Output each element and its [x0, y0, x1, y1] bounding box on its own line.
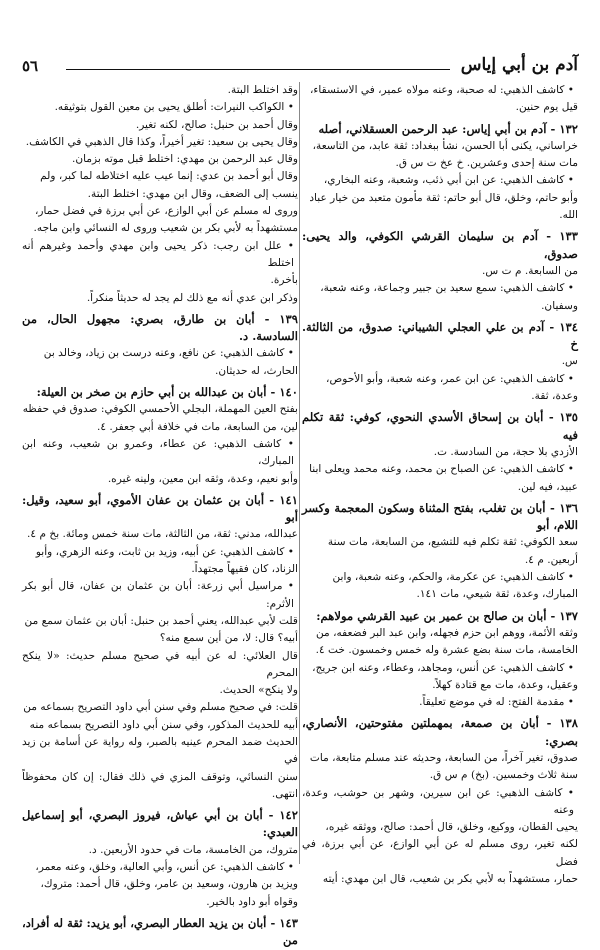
- source-note: • كاشف الذهبي: له صحبة، وعنه مولاه عمير، في الاستسقاء،: [310, 84, 574, 96]
- text-line: حمار، مستشهداً به لأبي بكر بن شعيب، قال ابن مهدي: أيته: [322, 873, 578, 886]
- entry-heading: ١٤١ - أبان بن عثمان بن عفان الأموي، أبو سعيد، وقيل: أبو: [22, 492, 298, 525]
- entry-heading: ١٣٤ - آدم بن علي العجلي الشيباني: صدوق، من الثالثة. خ: [302, 319, 578, 352]
- text-line: وقال يحيى بن سعيد: تغير أخيراً، وكذا قال الذهبي في الكاشف.: [25, 135, 298, 148]
- source-note: • كاشف الذهبي: عن أنس، ومجاهد، وعطاء، وعنه ابن جريج،: [312, 661, 574, 674]
- text-line: قال العلائي: له عن أبيه في صحيح مسلم حديث: «لا ينكح المحرم: [22, 649, 298, 679]
- source-note: • كاشف الذهبي: عن ابن أبي ذئب، وشعبة، وعنه البخاري،: [323, 174, 574, 187]
- entry-heading: ١٣٧ - أبان بن صالح بن عمير بن عبيد القرشي مولاهم:: [316, 608, 578, 623]
- text-line: سنن النسائي، وتوقف المزي في ذلك فقال: إن كان محفوظاً انتهى.: [22, 770, 298, 800]
- text-line: وقال عبد الرحمن بن مهدي: اختلط قبل موته بزمان.: [71, 153, 298, 166]
- text-line: وعدة، ثقة.: [531, 390, 578, 403]
- text-line: مات سنة إحدى وعشرين. خ عخ ت س ق.: [395, 157, 578, 170]
- source-note: • كاشف الذهبي: عن عكرمة، والحكم، وعنه شعبة، وابن: [332, 571, 574, 584]
- text-line: وقال أحمد بن حنبل: صالح، لكنه تغير.: [135, 118, 298, 131]
- text-line: عبدالله، مدني: ثقة، من الثالثة، مات سنة خمس ومائة. بخ م ٤.: [27, 528, 298, 541]
- entry-heading: ١٣٩ - أبان بن طارق، بصري: مجهول الحال، من السادسة. د.: [22, 311, 298, 344]
- source-note: • كاشف الذهبي: عن الصباح بن محمد، وعنه محمد ويعلى ابنا: [309, 463, 574, 476]
- text-line: وثقه الأئمة، ووهم ابن حزم فجهله، وابن عبد البر فضعفه، من: [315, 626, 578, 639]
- entry-heading: ١٣٥ - أبان بن إسحاق الأسدي النحوي، كوفي: ثقة تكلم فيه: [302, 410, 578, 442]
- entry-heading: ١٣٢ - آدم بن أبي إياس: عبد الرحمن العسقلاني، أصله: [318, 121, 578, 136]
- right-column-lines: [302, 82, 578, 888]
- text-line: قلت: في صحيح مسلم وفي سنن أبي داود التصريح بسماعه من: [23, 701, 298, 714]
- text-line: الأزدي بلا حجة، من السادسة. ت.: [433, 445, 578, 458]
- source-note: • كاشف الذهبي: عن عطاء، وعمرو بن شعيب، وعنه ابن المبارك،: [22, 437, 294, 468]
- right-column: [302, 82, 578, 886]
- left-column: [22, 82, 298, 948]
- text-line: سعد الكوفي: ثقة تكلم فيه للتشيع، من السابعة، مات سنة: [327, 536, 578, 549]
- text-line: الزناد، كان فقيهاً مجتهداً.: [191, 563, 298, 576]
- text-line: وروى له مسلم عن أبي الوازع، عن أبي برزة في فضل حمار،: [35, 205, 298, 218]
- text-line: وأبو حاتم، وخلق، قال أبو حاتم: ثقة مأمون متعبد من خيار عباد: [309, 191, 578, 204]
- text-line: قيل يوم حنين.: [515, 101, 578, 114]
- entry-heading: ١٤٣ - أبان بن يزيد العطار البصري، أبو يزيد: ثقة له أفراد، من: [22, 915, 298, 948]
- source-note: • الكواكب النيرات: أطلق يحيى بن معين القول بتوثيقه.: [54, 101, 294, 114]
- running-title: آدم بن أبي إياس: [460, 55, 578, 75]
- text-line: خراساني، يكنى أبا الحسن، نشأ ببغداد: ثقة عابد، من التاسعة،: [312, 139, 578, 152]
- text-line: قلت لأبي عبدالله، يعني أحمد بن حنبل: أبان بن عثمان سمع من: [24, 614, 298, 627]
- text-line: وقال أبو أحمد بن عدي: إنما عيب عليه اختلاطه لما كبر، ولم: [40, 170, 298, 183]
- left-column-lines: [22, 82, 298, 950]
- source-note: • مقدمة الفتح: له في موضع تعليقاً.: [419, 696, 574, 709]
- text-line: ينسب إلى الضعف، وقال ابن مهدي: اختلط البتة.: [87, 187, 298, 200]
- column-divider: [299, 82, 300, 864]
- entry-heading: ١٣٣ - آدم بن سليمان القرشي الكوفي، والد يحيى: صدوق،: [302, 229, 578, 261]
- text-line: وعقيل، وعدة، مات مع قتادة كهلاً.: [432, 678, 578, 691]
- text-line: مستشهداً به لأبي بكر بن شعيب وروى له النسائي وابن ماجه.: [33, 222, 298, 235]
- text-line: الحديث ضمد المحرم عينيه بالصبر، وله رواية عن أسامة بن زيد في: [22, 735, 298, 766]
- text-line: وقد اختلط البتة.: [227, 84, 298, 96]
- text-line: س.: [561, 355, 578, 368]
- entry-heading: ١٣٨ - أبان بن صمعة، بمهملتين مفتوحتين، الأنصاري، بصري:: [302, 716, 578, 748]
- header-rule: [66, 69, 450, 70]
- text-line: لين، من السابعة، مات في خلافة أبي جعفر. ٤.: [96, 420, 298, 433]
- source-note: • كاشف الذهبي: عن ابن سيرين، وشهر بن حوشب، وعدة، وعنه: [302, 786, 574, 816]
- text-line: أبيه للحديث المذكور، وفي سنن أبي داود التصريح بسماعه منه: [29, 718, 298, 731]
- source-note: • مراسيل أبي زرعة: أبان بن عثمان بن عفان، قال أبو بكر الأثرم:: [22, 580, 294, 610]
- entry-heading: ١٤٠ - أبان بن عبدالله بن أبي حازم بن صخر بن العيلة:: [36, 385, 298, 400]
- source-note: • كاشف الذهبي: عن نافع، وعنه درست بن زياد، وخالد بن: [43, 347, 294, 360]
- text-line: ولا ينكح» الحديث.: [219, 684, 298, 697]
- source-note: • كاشف الذهبي: سمع سعيد بن جبير وجماعة، وعنه شعبة،: [320, 282, 574, 295]
- text-line: وقواه أبو داود بالخير.: [206, 895, 298, 908]
- text-line: الحارث، له حديثان.: [214, 364, 298, 377]
- text-line: سنة ثلاث وخمسين. (بخ) م س ق.: [429, 769, 578, 782]
- source-note: • علل ابن رجب: ذكر يحيى وابن مهدي وأحمد وغيرهم أنه اختلط: [22, 239, 294, 269]
- text-line: من السابعة. م ت س.: [482, 264, 578, 277]
- text-line: لكنه تغير، روى مسلم له عن أبي الوازع، عن أبي برزة، في فضل: [302, 838, 578, 868]
- text-line: ويزيد بن هارون، وسعيد بن عامر، وخلق، قال أحمد: متروك،: [40, 878, 298, 891]
- text-line: وذكر ابن عدي أنه مع ذلك لم يجد له حديثاً منكراً.: [86, 291, 298, 304]
- text-line: أبيه؟ قال: لا، من أين سمع منه؟: [159, 632, 298, 645]
- text-line: أربعين. م ٤.: [524, 553, 578, 566]
- entry-heading: ١٣٦ - أبان بن تغلب، بفتح المثناة وسكون المعجمة وكسر اللام، أبو: [302, 500, 578, 533]
- source-note: • كاشف الذهبي: عن ابن عمر، وعنه شعبة، وأبو الأحوص،: [326, 372, 574, 385]
- text-line: وأبو نعيم، وعدة، وثقه ابن معين، ولينه غيره.: [107, 472, 298, 485]
- text-line: الخامسة، مات سنة بضع عشرة وله خمس وخمسون. خت ٤.: [315, 644, 578, 657]
- text-line: متروك، من الخامسة، مات في حدود الأربعين. د.: [88, 843, 298, 856]
- source-note: • كاشف الذهبي: عن أنس، وأبي العالية، وخلق، وعنه معمر،: [35, 861, 294, 874]
- text-line: يحيى القطان، ووكيع، وخلق، قال أحمد: صالح، ووثقه غيره،: [325, 821, 578, 834]
- text-line: عبيد، فيه لين.: [517, 480, 578, 493]
- source-note: • كاشف الذهبي: عن أبيه، وزيد بن ثابت، وعنه الزهري، وأبو: [35, 545, 294, 558]
- text-line: المبارك، وعدة، ثقة شيعي، مات ١٤١.: [416, 588, 578, 601]
- text-line: بأخرة.: [270, 274, 298, 287]
- page-number: ٥٦: [22, 57, 39, 75]
- entry-heading: ١٤٢ - أبان بن أبي عياش، فيروز البصري، أبو إسماعيل العبدي:: [22, 808, 298, 840]
- text-line: الله.: [559, 209, 578, 222]
- page-header: [22, 55, 578, 77]
- text-line: بفتح العين المهملة، البجلي الأحمسي الكوفي: صدوق في حفظه: [22, 403, 298, 416]
- text-line: وسفيان.: [541, 299, 578, 312]
- text-line: صدوق، تغير آخراً، من السابعة، وحديثه عند مسلم متابعة، مات: [309, 751, 578, 764]
